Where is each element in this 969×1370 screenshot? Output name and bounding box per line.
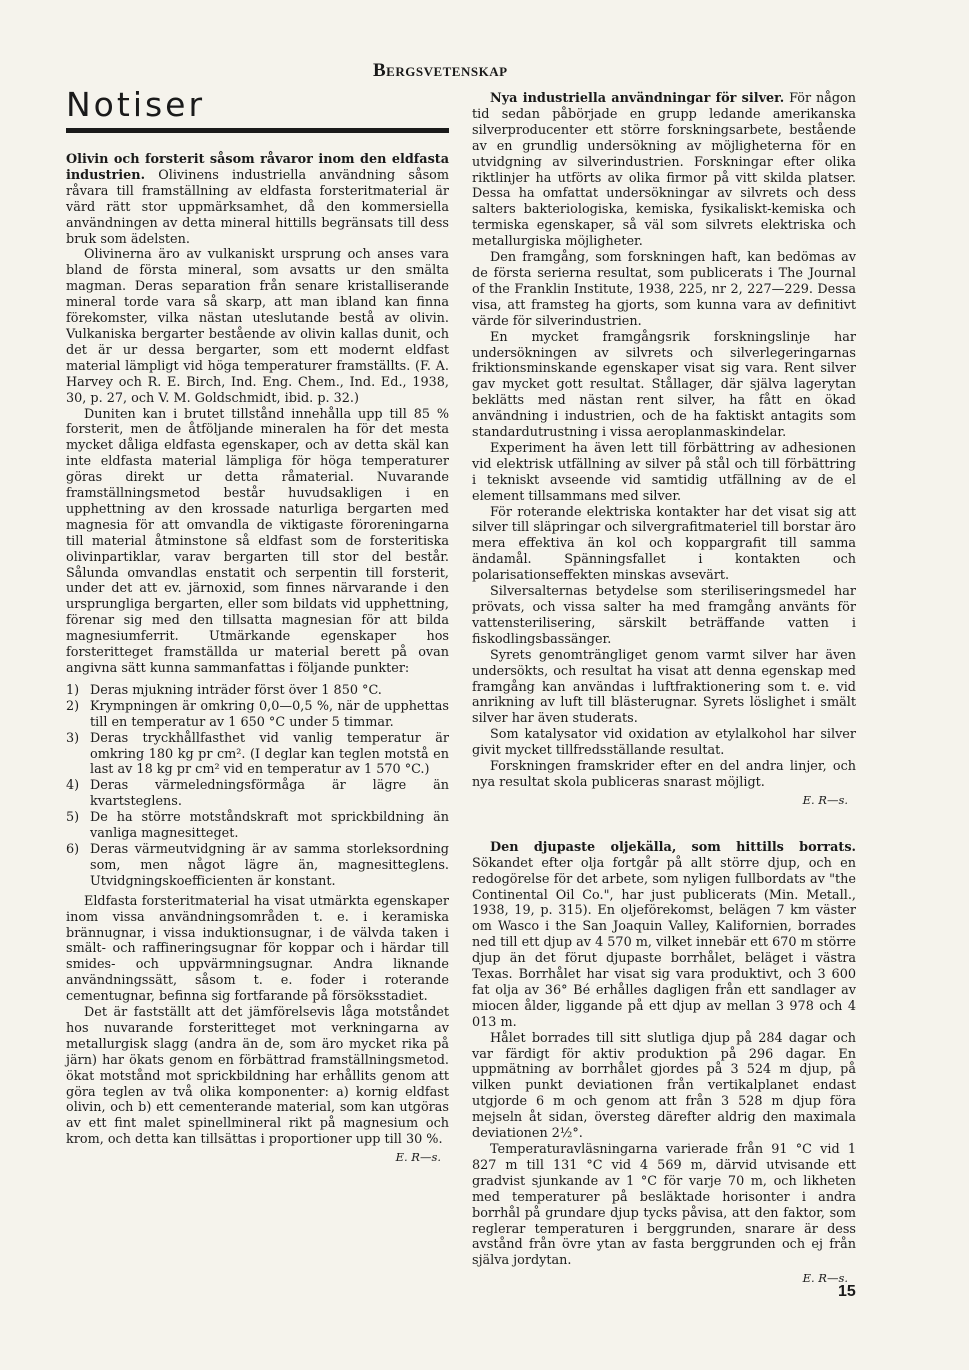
- article-paragraph: Olivinerna äro av vulkaniskt ursprung och anses vara bland de första mineral, som avsatts ur den smälta magman. Deras separation från senare kristalliserande mineral torde vara så skarp, att man ibland kan finna förekomster, vilka nästan uteslutande bestå av olivin. Vulkaniska bergarter bestående av olivin kallas dunit, och det är ur dessa bergarter, som ett modernt eldfast material lämpligt vid höga temperaturer framställts. (F. A. Harvey och R. E. Birch, Ind. Eng. Chem., Ind. Ed., 1938, 30, p. 27, och V. M. Goldschmidt, ibid. p. 32.): [66, 247, 449, 406]
- article-paragraph: Silversalternas betydelse som steriliseringsmedel har prövats, och vissa salter ha med framgång använts för vattensterilisering, särskilt beträffande vatten i fiskodlingsbassänger.: [472, 584, 856, 647]
- title-rule: [66, 128, 449, 133]
- right-column: [472, 91, 856, 1287]
- list-item: [66, 699, 449, 731]
- article-paragraph: För någon tid sedan påbörjade en grupp ledande amerikanska silverproducenter ett större forskningsarbete, bestående av en grundlig undersökning av möjligheterna för en utvidgning av silverindustrien. Forskningar efter olika riktlinjer ha utförts av olika firmor på vitt skilda platser. Dessa ha omfattat undersökningar av silvrets och dess salters bakteriologiska, kemiska, fysikaliskt-kemiska och termiska egenskaper, så väl som silvrets elektriska och metallurgiska möjligheter.: [472, 91, 856, 250]
- list-item-text: Krympningen är omkring 0,0—0,5 %, när de upphettas till en temperatur av 1 650 °C under 5 timmar.: [90, 698, 449, 730]
- article-paragraph: Temperaturavläsningarna varierade från 91 °C vid 1 827 m till 131 °C vid 4 569 m, därvid utvisande ett gradvist sjunkande av 1 °C för varje 70 m, och likheten med temperaturer på besläktade horisonter i andra borrhål på grundare djup tycks påvisa, att den faktor, som reglerar temperaturen i berggrunden, snarare är dess avstånd från övre ytan av fasta berggrunden och ej från själva jordytan.: [472, 1142, 856, 1269]
- article-silver-intro: [472, 91, 856, 250]
- running-head: Bergsvetenskap: [373, 60, 508, 81]
- list-item-text: De ha större motståndskraft mot sprickbildning än vanliga magnesitteget.: [90, 810, 449, 842]
- list-item-number: 6): [66, 841, 80, 857]
- list-item-text: Deras värmeutvidgning är av samma storleksordning som, men något lägre än, magnesitteglens. Utvidgningskoefficienten är konstant.: [90, 841, 449, 889]
- list-item-number: 3): [66, 730, 80, 746]
- list-item: [66, 778, 449, 810]
- article-paragraph: Eldfasta forsteritmaterial ha visat utmärkta egenskaper inom vissa användningsområden t. e. i keramiska brännugnar, i vissa induktionsugnar, i de välvda taken i smält- och raffineringsugnar för koppar och i härdar till smides- och uppvärmningsugnar. Andra liknande användningssätt, såsom t. e. foder i roterande cementugnar, befinna sig fortfarande på försöksstadiet.: [66, 893, 449, 1005]
- article-olivin-headline: Olivin och forsterit såsom råvaror inom den eldfasta industrien.: [66, 152, 449, 183]
- list-item-text: Deras mjukning inträder först över 1 850 °C.: [90, 682, 382, 698]
- list-item-number: 2): [66, 698, 80, 714]
- page-number: 15: [838, 1283, 856, 1300]
- list-item-text: Deras tryckhållfasthet vid vanlig temperatur är omkring 180 kg pr cm². (I deglar kan teglen motstå en last av 18 kg pr cm² vid en temperatur av 1 570 °C.): [90, 730, 449, 778]
- list-item-text: Deras värmeledningsförmåga är lägre än kvartsteglens.: [90, 778, 449, 810]
- left-column: [66, 152, 449, 1166]
- article-paragraph: Som katalysator vid oxidation av etylalkohol har silver givit mycket tillfredsställande resultat.: [472, 727, 856, 759]
- article-silver-headline: Nya industriella användningar för silver.: [490, 91, 785, 106]
- article-paragraph: Duniten kan i brutet tillstånd innehålla upp till 85 % forsterit, men de åtföljande mineralen ha för det mesta mycket dåliga eldfasta egenskaper, och av detta skäl kan inte eldfasta material lämpliga för höga temperaturer göras direkt ur detta råmaterial. Nuvarande framställningsmetod består huvudsakligen i en upphettning av den krossade naturliga bergarten med magnesia för att omvandla de viktigaste föroreningarna till material åtminstone så eldfast som de forsteritiska olivinpartiklar, varav bergarten till stor del består. Sålunda omvandlas enstatit och serpentin till forsterit, under det att ev. järnoxid, som finnes närvarande i den ursprungliga bergarten, eller som bildats vid upphettning, förenar sig med den tillsatta magnesian för att bilda magnesiumferrit. Utmärkande egenskaper hos forsteritteget framställda ur material berett på ovan angivna sätt kunna sammanfattas i följande punkter:: [66, 406, 449, 676]
- list-item: [66, 731, 449, 779]
- article-paragraph: Sökandet efter olja fortgår på allt större djup, och en redogörelse för det arbete, som nyligen fullbordats av "the Continental Oil Co.", har just publicerats (Min. Metall., 1938, 19, p. 315). En oljeförekomst, belägen 7 km väster om Wasco i the San Joaquin Valley, Kalifornien, borrades ned till ett djup av 4 570 m, vilket innebär ett 670 m större djup än det förut djupaste borrhålet, beläget i västra Texas. Borrhålet har visat sig vara produktivt, och 3 600 fat olja av 36° Bé erhålles dagligen från ett sandlager av miocen ålder, liggande på ett djup av mellan 3 978 och 4 013 m.: [472, 855, 857, 1030]
- author-signature: E. R—s.: [802, 792, 848, 807]
- article-paragraph: Forskningen framskrider efter en del andra linjer, och nya resultat skola publiceras snarast möjligt.: [472, 759, 856, 790]
- author-signature: E. R—s.: [395, 1150, 441, 1165]
- author-signature: E. R—s.: [802, 1271, 848, 1286]
- article-paragraph: Den framgång, som forskningen haft, kan bedömas av de första serierna resultat, som publicerats i The Journal of the Franklin Institute, 1938, 225, nr 2, 227—229. Dessa visa, att framsteg ha gjorts, som kunna vara av definitivt värde för silverindustrien.: [472, 250, 856, 329]
- article-paragraph: Experiment ha även lett till förbättring av adhesionen vid elektrisk utfällning av silver på stål och till förbättring i tekniskt avseende vid samtidig utfällning av de el element tillsammans med silver.: [472, 440, 856, 504]
- properties-list: [66, 683, 449, 890]
- list-item: [66, 810, 449, 842]
- article-oil-headline: Den djupaste oljekälla, som hittills borrats.: [490, 839, 856, 855]
- article-paragraph: För roterande elektriska kontakter har det visat sig att silver till släpringar och silvergrafitmateriel till borstar äro mera effektiva än kol och koppargrafit till samma ändamål. Spänningsfallet i kontakten och polarisationseffekten minskas avsevärt.: [472, 504, 856, 584]
- article-paragraph: Hålet borrades till sitt slutliga djup på 284 dagar och var färdigt för aktiv produktion på 296 dagar. En uppmätning av borrhålet gjordes på 3 524 m djup, på vilken punkt deviationen från vertikalplanet endast utgjorde 6 m och genom att från 3 528 m djup föra mejseln åt sidan, översteg därefter aldrig den maximala deviationen 2½°.: [472, 1030, 856, 1142]
- list-item-number: 1): [66, 682, 80, 698]
- article-olivin-intro: [66, 152, 449, 247]
- list-item-number: 5): [66, 810, 80, 826]
- article-paragraph: Det är fastställt att det jämförelsevis låga motståndet hos nuvarande forsteritteget mot verkningarna av metallurgisk slagg (andra än de, som äro mycket rika på järn) har ökats genom en förbättrad framställningsmetod. ökat motstånd mot sprickbildning har erhållits genom att göra teglen av två olika komponenter: a) kornig eldfast olivin, och b) ett cementerande material, som kan utgöras av ett fint malet spinellmineral rikt på magnesium och krom, och detta kan tillsättas i proportioner upp till 30 %.: [66, 1005, 449, 1148]
- list-item: [66, 842, 449, 890]
- list-item-number: 4): [66, 778, 80, 794]
- article-paragraph: Syrets genomträngliget genom varmt silver har även undersökts, och resultat ha visat att denna egenskap med framgång kan användas i luftfraktionering som t. e. vid anrikning av luft till blästerugnar. Syrets löslighet i smält silver har även studerats.: [472, 647, 856, 727]
- list-item: [66, 683, 449, 699]
- article-paragraph: Olivinens industriella användning såsom råvara till framställning av eldfasta forsteritmaterial är värd rätt stor uppmärksamhet, då den kommersiella användningen av detta mineral hittills begränsats till dess bruk som ädelsten.: [66, 167, 449, 247]
- article-paragraph: En mycket framgångsrik forskningslinje har undersökningen av silvrets och silverlegeringarnas friktionsminskande egenskaper visat sig vara. Rent silver gav mycket gott resultat. Stållager, där själva lagerytan beklätts med nästan rent silver, ha fått en ökad användning i industrien, och de ha faktiskt antagits som standardutrustning i vissa aeroplanmaskindelar.: [472, 329, 856, 441]
- section-title: Notiser: [66, 85, 206, 124]
- article-oil-intro: [472, 840, 856, 1031]
